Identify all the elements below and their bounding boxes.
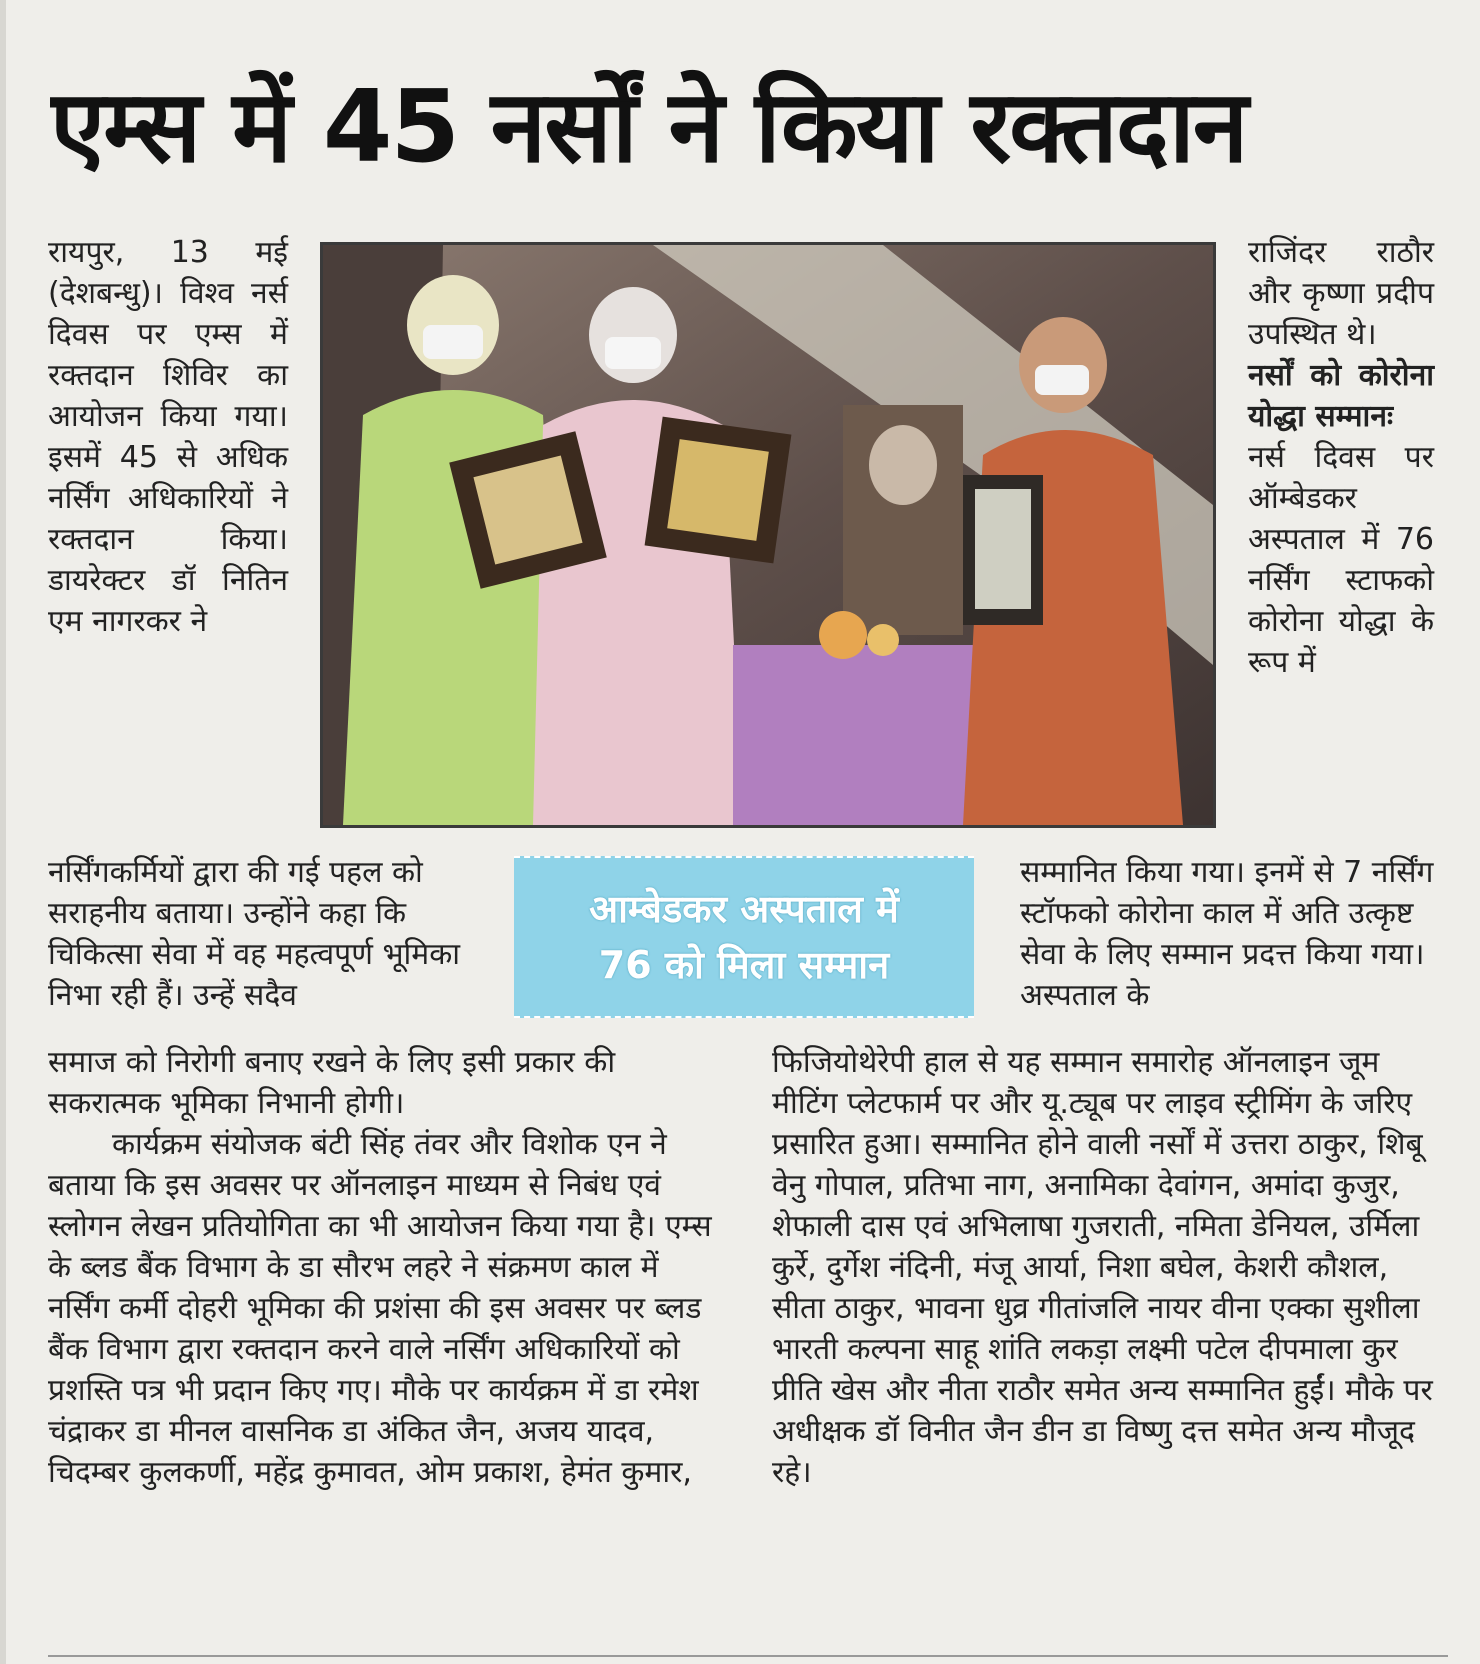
right-column-top <box>1248 232 1434 683</box>
callout-line-2: 76 को मिला सम्मान <box>598 943 890 987</box>
callout-box <box>514 856 974 1018</box>
left-continued-column <box>48 852 488 1016</box>
bottom-left-column <box>48 1042 728 1493</box>
bottom-rule <box>48 1655 1448 1657</box>
callout-line-1: आम्बेडकर अस्पताल में <box>589 887 899 931</box>
intro-column <box>48 232 288 642</box>
left-continued-text: नर्सिंगकर्मियों द्वारा की गई पहल को सराहनीय बताया। उन्होंने कहा कि चिकित्सा सेवा में वह महत्वपूर्ण भूमिका निभा रही हैं। उन्हें सदैव <box>48 855 461 1013</box>
intro-text: रायपुर, 13 मई (देशबन्धु)। विश्व नर्स दिवस पर एम्स में रक्तदान शिविर का आयोजन किया गया। इसमें 45 से अधिक नर्सिंग अधिकारियों ने रक्तदान किया। डायरेक्टर डॉ नितिन एम नागरकर ने <box>48 235 288 639</box>
right-top-text: राजिंदर राठौर और कृष्णा प्रदीप उपस्थित थे। <box>1248 235 1434 352</box>
photo-illustration <box>323 245 1213 825</box>
right-mid-text: नर्स दिवस पर ऑम्बेडकर अस्पताल में 76 नर्सिंग स्टाफको कोरोना योद्धा के रूप में <box>1248 440 1434 680</box>
right-continued-text: सम्मानित किया गया। इनमें से 7 नर्सिंग स्टॉफको कोरोना काल में अति उत्कृष्ट सेवा के लिए सम्मान प्रदत्त किया गया। अस्पताल के <box>1020 855 1434 1013</box>
bottom-right-text: फिजियोथेरेपी हाल से यह सम्मान समारोह ऑनलाइन जूम मीटिंग प्लेटफार्म पर और यू.ट्यूब पर लाइव स्ट्रीमिंग के जरिए प्रसारित हुआ। सम्मानित होने वाली नर्सों में उत्तरा ठाकुर, शिबू वेनु गोपाल, प्रतिभा नाग, अनामिका देवांगन, अमांदा कुजुर, शेफाली दास एवं अभिलाषा गुजराती, नमिता डेनियल, उर्मिला कुर्रे, दुर्गेश नंदिनी, मंजू आर्या, निशा बघेल, केशरी कौशल, सीता ठाकुर, भावना धुव्र गीतांजलि नायर वीना एक्का सुशीला भारती कल्पना साहू शांति लकड़ा लक्ष्मी पटेल दीपमाला कुर प्रीति खेस और नीता राठौर समेत अन्य सम्मानित हुईं। मौके पर अधीक्षक डॉ विनीत जैन डीन डा विष्णु दत्त समेत अन्य मौजूद रहे। <box>772 1045 1433 1490</box>
bottom-right-column <box>772 1042 1442 1493</box>
page-edge <box>0 0 6 1664</box>
news-photo <box>320 242 1216 828</box>
subheading: नर्सों को कोरोना योद्धा सम्मानः <box>1248 358 1434 434</box>
right-continued-column <box>1020 852 1440 1016</box>
bottom-left-text-1: समाज को निरोगी बनाए रखने के लिए इसी प्रकार की सकरात्मक भूमिका निभानी होगी। <box>48 1045 616 1121</box>
bottom-left-text-2: कार्यक्रम संयोजक बंटी सिंह तंवर और विशोक एन ने बताया कि इस अवसर पर ऑनलाइन माध्यम से निबंध एवं स्लोगन लेखन प्रतियोगिता का भी आयोजन किया गया है। एम्स के ब्लड बैंक विभाग के डा सौरभ लहरे ने संक्रमण काल में नर्सिंग कर्मी दोहरी भूमिका की प्रशंसा की इस अवसर पर ब्लड बैंक विभाग द्वारा रक्तदान करने वाले नर्सिंग अधिकारियों को प्रशस्ति पत्र भी प्रदान किए गए। मौके पर कार्यक्रम में डा रमेश चंद्राकर डा मीनल वासनिक डा अंकित जैन, अजय यादव, चिदम्बर कुलकर्णी, महेंद्र कुमावत, ओम प्रकाश, हेमंत कुमार, <box>48 1127 712 1490</box>
headline: एम्स में 45 नर्सों ने किया रक्तदान <box>50 68 1247 185</box>
